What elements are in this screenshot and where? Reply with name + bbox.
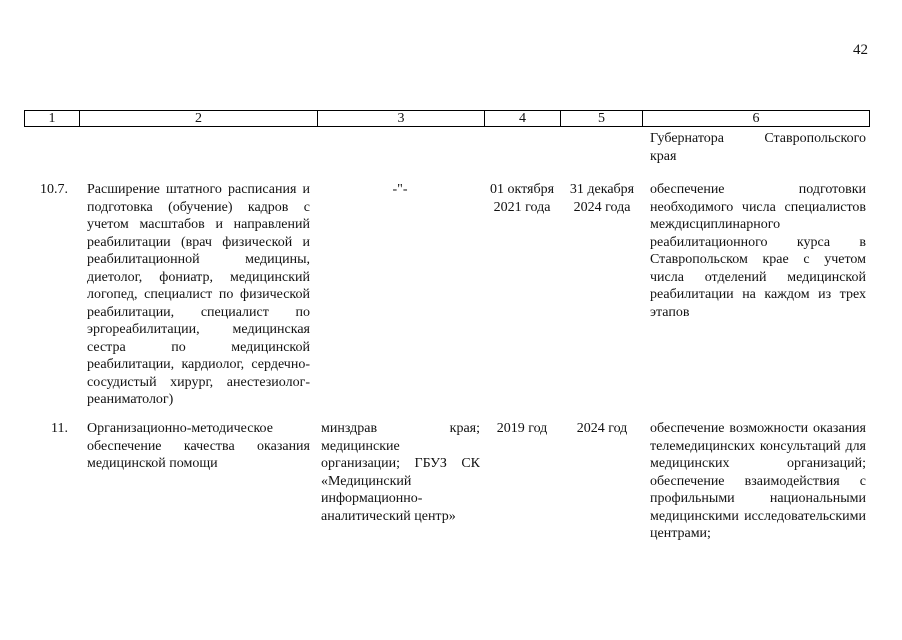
continued-text-3: края — [650, 148, 677, 164]
start-date-cell: 2019 год — [496, 421, 548, 436]
continued-text-2: Ставропольского — [764, 131, 866, 146]
header-col-1: 1 — [25, 111, 80, 126]
row-number: 10.7. — [40, 182, 68, 197]
page-number: 42 — [853, 42, 868, 58]
end-date-cell: 31 декабря 2024 года — [569, 182, 635, 215]
row-number: 11. — [51, 421, 68, 436]
responsible-cell: -"- — [392, 182, 408, 197]
start-date-cell: 01 октября 2021 года — [489, 182, 555, 215]
end-date-cell: 2024 год — [576, 421, 628, 436]
table-header-row — [24, 110, 870, 127]
responsible-cell: минздрав края; медицинские организации; ГБУЗ СК «Медицинский информационно-аналитический центр» — [321, 421, 480, 524]
header-col-6: 6 — [752, 111, 760, 126]
result-cell: обеспечение возможности оказания телемедицинских консультаций для медицинских организаций; обеспечение взаимодействия с профильными национальными медицинскими исследовательскими центрами; — [650, 421, 866, 541]
result-cell: обеспечение подготовки необходимого числа специалистов междисциплинарного реабилитационного курса в Ставропольском крае с учетом числа отделений медицинской реабилитации на каждом из трех этапов — [650, 182, 866, 320]
header-col-2: 2 — [80, 111, 318, 126]
continued-result-cell — [650, 130, 866, 165]
measure-cell: Организационно-методическое обеспечение качества оказания медицинской помощи — [87, 421, 310, 471]
header-col-5: 5 — [561, 111, 643, 126]
continued-text-1: Губернатора — [650, 131, 725, 146]
header-col-3: 3 — [318, 111, 485, 126]
header-col-4: 4 — [485, 111, 561, 126]
measure-cell: Расширение штатного расписания и подготовка (обучение) кадров с учетом масштабов и направлений реабилитации (врач физической и реабилитационной медицины, диетолог, фониатр, медицинский логопед, специалист по физической реабилитации, специалист по эргореабилитации, медицинская сестра по медицинской реабилитации, кардиолог, сердечно-сосудистый хирург, анестезиолог-реаниматолог) — [87, 182, 310, 407]
